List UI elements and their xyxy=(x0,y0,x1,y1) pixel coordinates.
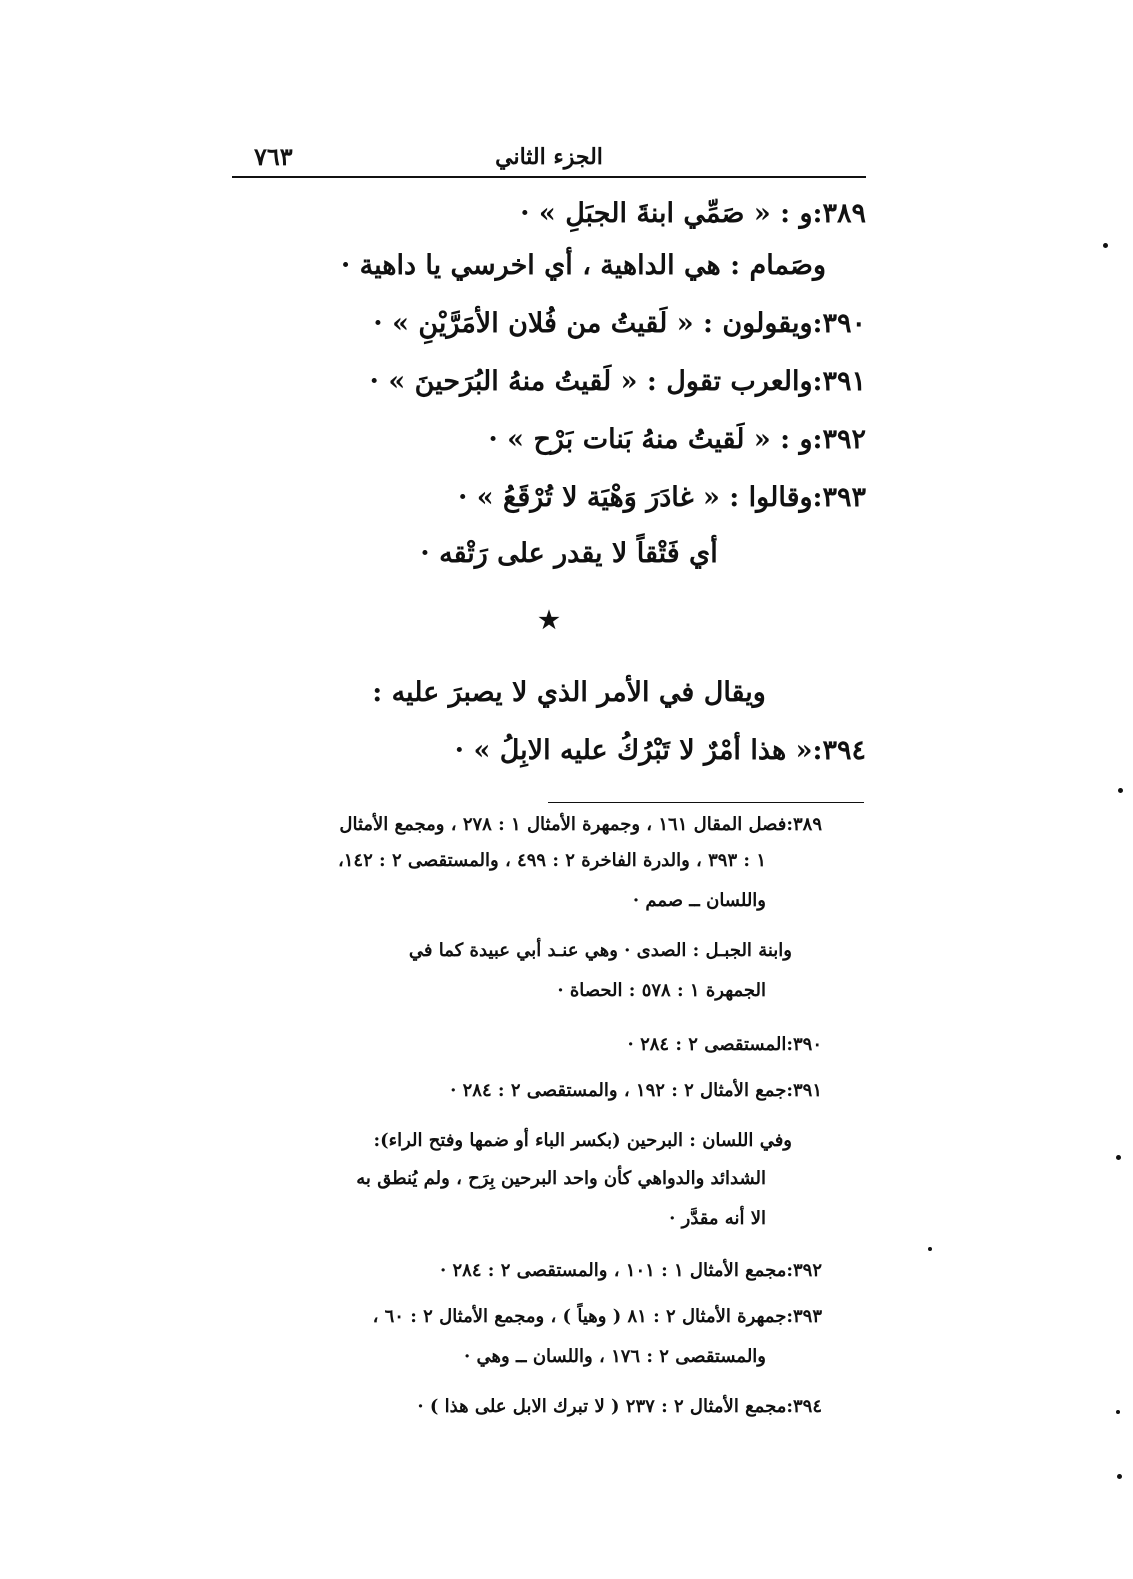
section-star: ★ xyxy=(538,605,560,634)
proverb-389-gloss: وصَمام : هي الداهية ، أي اخرسي يا داهية · xyxy=(340,250,826,281)
proverb-389: ٣٨٩:و : « صَمِّي ابنةَ الجبَلِ » · xyxy=(520,198,866,229)
scan-speck xyxy=(1116,1155,1121,1160)
proverb-391: ٣٩١:والعرب تقول : « لَقيتُ منهُ البُرَحينَ » · xyxy=(369,366,866,397)
note-389-line-3: واللسان ــ صمم · xyxy=(632,890,766,911)
header-rule xyxy=(232,176,866,178)
page-number: ٧٦٣ xyxy=(254,142,293,171)
proverb-392: ٣٩٢:و : « لَقيتُ منهُ بَنات بَرْح » · xyxy=(488,424,866,455)
note-391: ٣٩١:جمع الأمثال ٢ : ١٩٢ ، والمستقصى ٢ : ٢٨٤ · xyxy=(450,1080,822,1101)
note-392: ٣٩٢:مجمع الأمثال ١ : ١٠١ ، والمستقصى ٢ : ٢٨٤ · xyxy=(439,1260,822,1281)
proverb-393-gloss: أي فَتْقاً لا يقدر على رَتْقه · xyxy=(420,538,718,569)
scan-speck xyxy=(1117,1474,1122,1479)
proverb-394: ٣٩٤:« هذا أمْرٌ لا تَبْرُكُ عليه الابِلُ » · xyxy=(454,735,866,766)
note-389-line-2: ١ : ٣٩٣ ، والدرة الفاخرة ٢ : ٤٩٩ ، والمستقصى ٢ : ١٤٢، xyxy=(337,850,766,871)
running-header xyxy=(232,140,866,176)
scan-speck xyxy=(1118,788,1123,793)
note-394: ٣٩٤:مجمع الأمثال ٢ : ٢٣٧ ( لا تبرك الابل على هذا ) · xyxy=(417,1396,822,1417)
note-391-extra-line-3: الا أنه مقدَّر · xyxy=(669,1208,766,1229)
note-393-line-2: والمستقصى ٢ : ١٧٦ ، واللسان ــ وهي · xyxy=(464,1346,766,1367)
note-393-line-1: ٣٩٣:جمهرة الأمثال ٢ : ٨١ ( وهياً ) ، ومجمع الأمثال ٢ : ٦٠ ، xyxy=(372,1306,822,1327)
note-390: ٣٩٠:المستقصى ٢ : ٢٨٤ · xyxy=(627,1034,822,1055)
scan-speck xyxy=(928,1247,932,1251)
proverb-390: ٣٩٠:ويقولون : « لَقيتُ من فُلان الأمَرَّيْنِ » · xyxy=(373,308,866,339)
note-389-extra-line-1: وابنة الجبـل : الصدى · وهي عنـد أبي عبيدة كما في xyxy=(408,940,792,961)
footnote-rule xyxy=(548,802,864,803)
note-391-extra-line-1: وفي اللسان : البرحين (بكسر الباء أو ضمها وفتح الراء): xyxy=(373,1130,792,1151)
note-391-extra-line-2: الشدائد والدواهي كأن واحد البرحين بِرَح ، ولم يُنطق به xyxy=(356,1168,766,1189)
proverb-393: ٣٩٣:وقالوا : « غادَرَ وَهْيَة لا تُرْقَعُ » · xyxy=(457,482,866,513)
scan-speck xyxy=(1103,243,1108,248)
section-intro: ويقال في الأمر الذي لا يصبرَ عليه : xyxy=(372,677,766,708)
header-title: الجزء الثاني xyxy=(495,144,603,170)
note-389-line-1: ٣٨٩:فصل المقال ١٦١ ، وجمهرة الأمثال ١ : ٢٧٨ ، ومجمع الأمثال xyxy=(339,814,822,835)
note-389-extra-line-2: الجمهرة ١ : ٥٧٨ : الحصاة · xyxy=(557,980,766,1001)
scan-speck xyxy=(1116,1410,1120,1414)
